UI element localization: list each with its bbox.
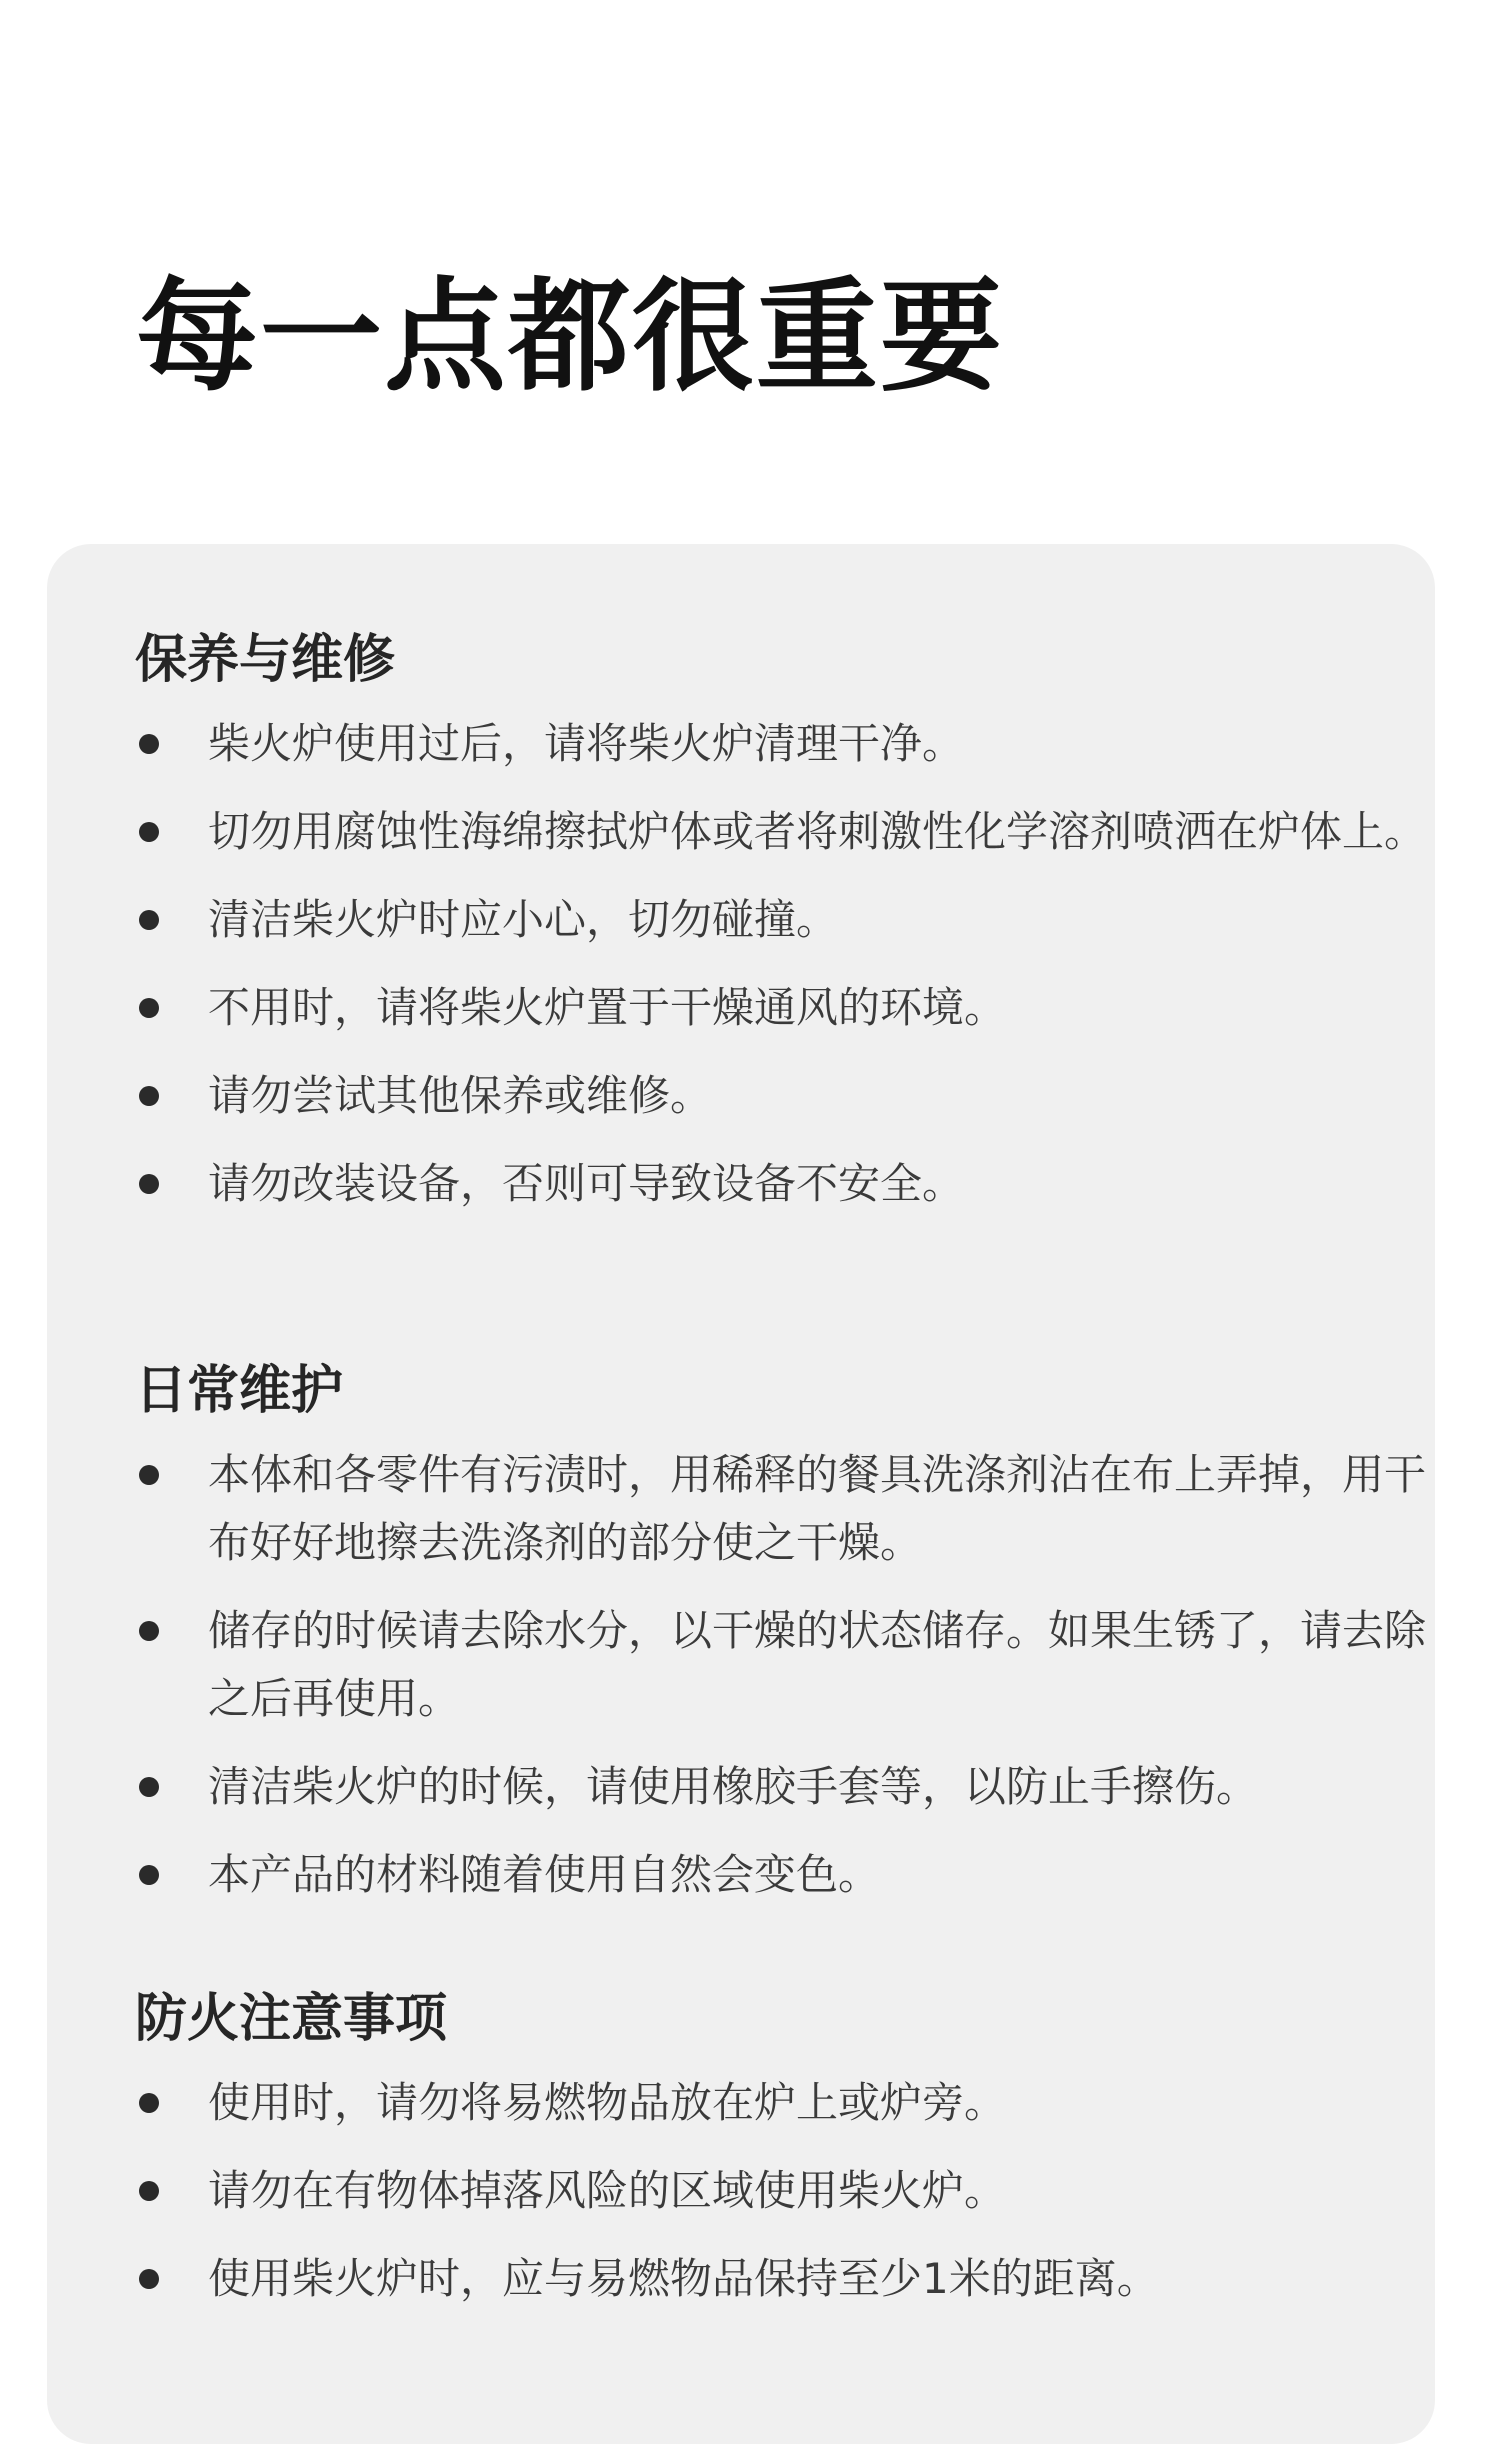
info-card — [47, 544, 1435, 2444]
list-item-text: 使用柴火炉时，应与易燃物品保持至少1米的距离。 — [208, 2254, 1159, 2303]
list-item — [135, 886, 1435, 954]
list-item — [135, 1753, 1435, 1821]
section-heading: 保养与维修 — [135, 630, 396, 690]
list-item-text: 本产品的材料随着使用自然会变色。 — [208, 1850, 881, 1899]
section-maintenance-repair — [135, 628, 1435, 1238]
bullet-icon — [139, 1174, 159, 1194]
list-item — [135, 974, 1435, 1042]
list-item — [135, 2069, 1435, 2137]
bullet-icon — [139, 822, 159, 842]
list-item-text: 请勿在有物体掉落风险的区域使用柴火炉。 — [208, 2166, 1007, 2215]
bullet-icon — [139, 910, 159, 930]
list-item-text: 清洁柴火炉时应小心，切勿碰撞。 — [208, 895, 839, 944]
item-list — [135, 710, 1435, 1218]
bullet-icon — [139, 1865, 159, 1885]
bullet-icon — [139, 1621, 159, 1641]
list-item-text: 清洁柴火炉的时候，请使用橡胶手套等，以防止手擦伤。 — [208, 1762, 1259, 1811]
bullet-icon — [139, 998, 159, 1018]
list-item-text: 切勿用腐蚀性海绵擦拭炉体或者将刺激性化学溶剂喷洒在炉体上。 — [208, 807, 1427, 856]
list-item — [135, 1150, 1435, 1218]
list-item — [135, 2157, 1435, 2225]
bullet-icon — [139, 1086, 159, 1106]
section-heading: 日常维护 — [135, 1361, 344, 1421]
bullet-icon — [139, 1465, 159, 1485]
section-daily-care — [135, 1359, 1435, 1929]
list-item-text: 柴火炉使用过后，请将柴火炉清理干净。 — [208, 719, 965, 768]
list-item-text: 使用时，请勿将易燃物品放在炉上或炉旁。 — [208, 2078, 1007, 2127]
list-item — [135, 1062, 1435, 1130]
list-item — [135, 798, 1435, 866]
item-list — [135, 1441, 1435, 1909]
bullet-icon — [139, 1777, 159, 1797]
bullet-icon — [139, 2181, 159, 2201]
list-item-text: 请勿尝试其他保养或维修。 — [208, 1071, 713, 1120]
section-heading: 防火注意事项 — [135, 1989, 448, 2049]
list-item-text: 请勿改装设备，否则可导致设备不安全。 — [208, 1159, 965, 1208]
list-item-text: 储存的时候请去除水分，以干燥的状态储存。如果生锈了，请去除之后再使用。 — [208, 1606, 1427, 1723]
page-title: 每一点都很重要 — [136, 266, 1004, 408]
list-item-text: 本体和各零件有污渍时，用稀释的餐具洗涤剂沾在布上弄掉，用干布好好地擦去洗涤剂的部分使之干燥。 — [208, 1450, 1427, 1567]
bullet-icon — [139, 2093, 159, 2113]
list-item — [135, 1441, 1435, 1577]
list-item — [135, 2245, 1435, 2313]
list-item — [135, 1597, 1435, 1733]
list-item — [135, 710, 1435, 778]
bullet-icon — [139, 2269, 159, 2289]
bullet-icon — [139, 734, 159, 754]
list-item — [135, 1841, 1435, 1909]
item-list — [135, 2069, 1435, 2313]
section-fire-safety — [135, 1987, 1435, 2333]
list-item-text: 不用时，请将柴火炉置于干燥通风的环境。 — [208, 983, 1007, 1032]
